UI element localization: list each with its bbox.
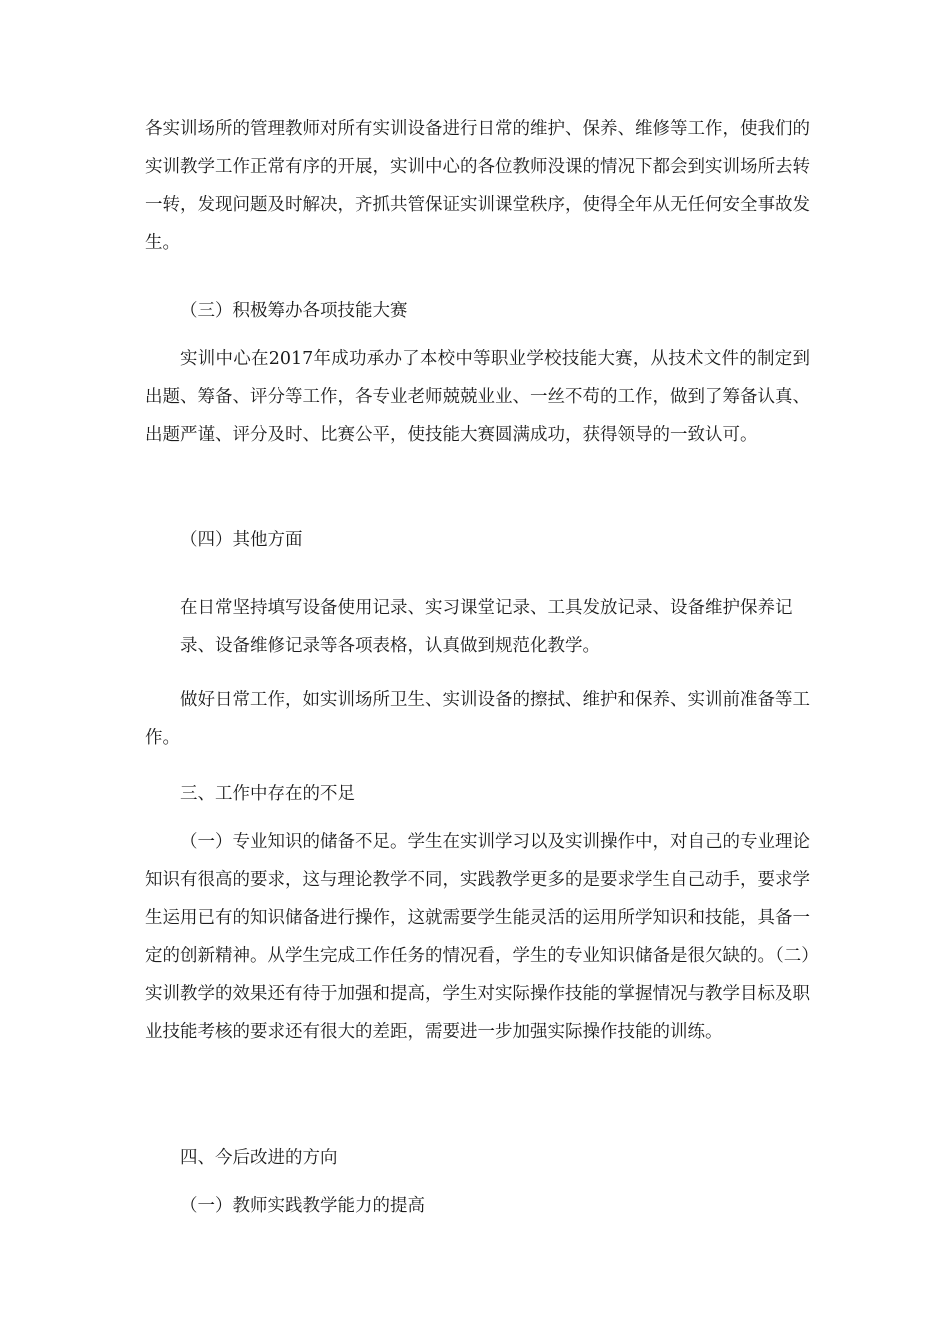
heading-shortcomings: 三、工作中存在的不足 — [180, 784, 355, 804]
paragraph-daily-work: 做好日常工作，如实训场所卫生、实训设备的擦拭、维护和保养、实训前准备等工作。 — [145, 690, 810, 748]
paragraph-skills-competition: 实训中心在2017年成功承办了本校中等职业学校技能大赛，从技术文件的制定到出题、筹备、评分等工作，各专业老师兢兢业业、一丝不苟的工作，做到了筹备认真、出题严谨、评分及时、比赛公平，使技能大赛圆满成功，获得领导的一致认可。 — [145, 349, 810, 445]
heading-skills-competition: （三）积极筹办各项技能大赛 — [180, 301, 408, 321]
heading-other-aspects: （四）其他方面 — [180, 530, 303, 550]
paragraph-equipment-maintenance: 各实训场所的管理教师对所有实训设备进行日常的维护、保养、维修等工作，使我们的实训教学工作正常有序的开展，实训中心的各位教师没课的情况下都会到实训场所去转一转，发现问题及时解决，齐抓共管保证实训课堂秩序，使得全年从无任何安全事故发生。 — [145, 119, 810, 253]
paragraph-record-keeping: 在日常坚持填写设备使用记录、实习课堂记录、工具发放记录、设备维护保养记录、设备维修记录等各项表格，认真做到规范化教学。 — [180, 598, 793, 656]
heading-future-direction: 四、今后改进的方向 — [180, 1148, 338, 1168]
paragraph-shortcomings: （一）专业知识的储备不足。学生在实训学习以及实训操作中，对自己的专业理论知识有很高的要求，这与理论教学不同，实践教学更多的是要求学生自己动手，要求学生运用已有的知识储备进行操作，这就需要学生能灵活的运用所学知识和技能，具备一定的创新精神。从学生完成工作任务的情况看，学生的专业知识储备是很欠缺的。（二）实训教学的效果还有待于加强和提高，学生对实际操作技能的掌握情况与教学目标及职业技能考核的要求还有很大的差距，需要进一步加强实际操作技能的训练。 — [145, 832, 810, 1042]
heading-teacher-ability: （一）教师实践教学能力的提高 — [180, 1196, 425, 1216]
